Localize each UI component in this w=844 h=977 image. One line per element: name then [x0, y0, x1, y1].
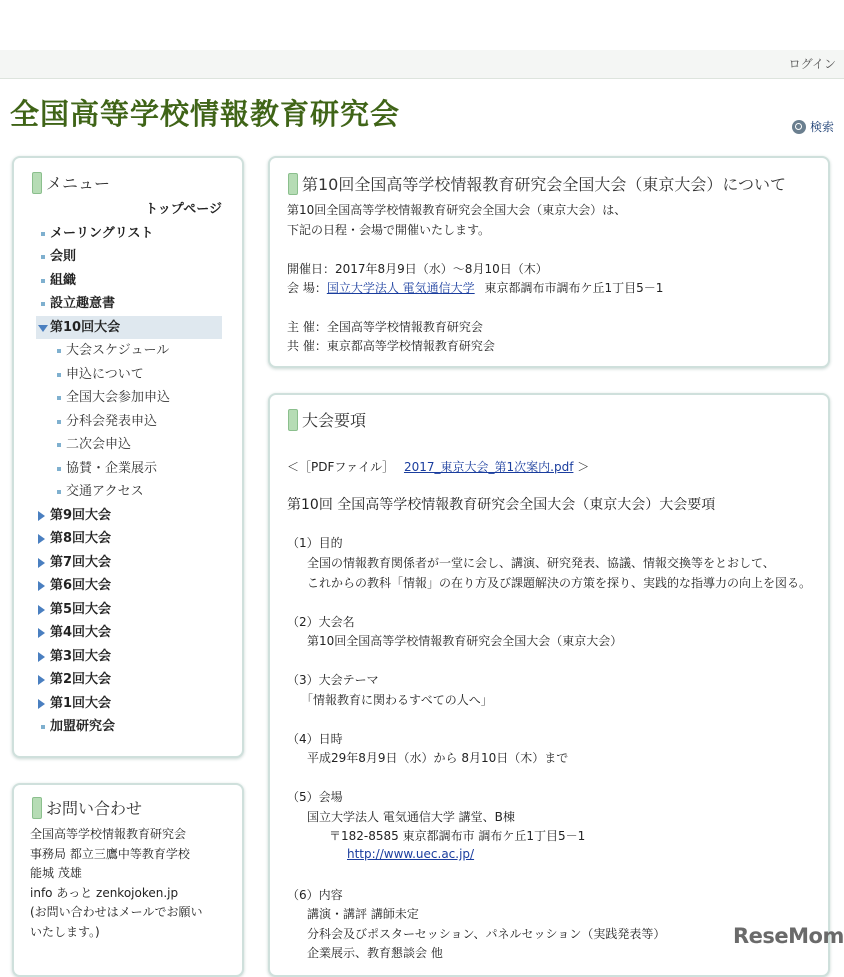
- menu-item-mailing-list[interactable]: メーリングリスト: [36, 222, 222, 246]
- announcement-title: 第10回全国高等学校情報教育研究会全国大会（東京大会）について: [288, 172, 786, 195]
- announce-line: 下記の日程・会場で開催いたします。: [287, 223, 491, 237]
- menu-item-2nd-convention[interactable]: 第2回大会: [36, 668, 222, 692]
- collapsed-arrow-icon: [38, 652, 45, 662]
- section-text: 企業展示、教育懇談会 他: [307, 946, 443, 960]
- outline-heading: 第10回 全国高等学校情報教育研究会全国大会（東京大会）大会要項: [287, 497, 716, 513]
- collapsed-arrow-icon: [38, 511, 45, 521]
- event-host: 主 催：全国高等学校情報教育研究会: [287, 320, 483, 334]
- menu-item-10th-convention[interactable]: 第10回大会: [36, 316, 222, 340]
- menu-item-5th-convention[interactable]: 第5回大会: [36, 598, 222, 622]
- bullet-icon: [41, 279, 45, 283]
- bullet-icon: [41, 232, 45, 236]
- collapsed-arrow-icon: [38, 581, 45, 591]
- menu-item-bylaws[interactable]: 会則: [36, 245, 222, 269]
- section-text: 〒182-8585 東京都調布市 調布ケ丘1丁目5－1: [329, 829, 586, 843]
- menu-box: [12, 156, 244, 758]
- event-venue: 会 場：国立大学法人 電気通信大学 東京都調布市調布ケ丘1丁目5－1: [287, 281, 664, 295]
- top-bar: [0, 50, 844, 79]
- section-text: 国立大学法人 電気通信大学 講堂、B棟: [307, 810, 515, 824]
- bullet-icon: [57, 443, 61, 447]
- heading-marker-icon: [32, 172, 42, 194]
- menu-subitem-presentation[interactable]: 分科会発表申込: [36, 410, 222, 434]
- section-text: 第10回全国高等学校情報教育研究会全国大会（東京大会）: [307, 634, 623, 648]
- outline-box: [268, 393, 830, 977]
- outline-title: 大会要項: [288, 408, 366, 431]
- pdf-link[interactable]: 2017_東京大会_第1次案内.pdf: [403, 460, 574, 474]
- bullet-icon: [57, 490, 61, 494]
- menu-item-1st-convention[interactable]: 第1回大会: [36, 692, 222, 716]
- contact-line: いたします。): [30, 924, 100, 939]
- menu-item-top-page[interactable]: トップページ: [145, 202, 222, 217]
- contact-line: info あっと zenkojoken.jp: [30, 885, 179, 900]
- menu-subitem-participation[interactable]: 全国大会参加申込: [36, 386, 222, 410]
- venue-link[interactable]: 国立大学法人 電気通信大学: [326, 281, 475, 295]
- contact-line: 能城 茂雄: [30, 866, 82, 880]
- section-title: （6）内容: [287, 888, 343, 902]
- menu-item-member-groups[interactable]: 加盟研究会: [36, 715, 222, 739]
- section-text: 平成29年8月9日（水）から 8月10日（木）まで: [307, 751, 569, 765]
- contact-box: [12, 783, 244, 977]
- login-link[interactable]: ログイン: [788, 57, 836, 71]
- search-label: 検索: [809, 120, 834, 134]
- expanded-arrow-icon: [38, 325, 48, 332]
- menu-item-prospectus[interactable]: 設立趣意書: [36, 292, 222, 316]
- search-icon: [792, 120, 806, 134]
- uec-link[interactable]: http://www.uec.ac.jp/: [347, 847, 475, 861]
- menu-subitem-schedule[interactable]: 大会スケジュール: [36, 339, 222, 363]
- menu-subitem-sponsors[interactable]: 協賛・企業展示: [36, 457, 222, 481]
- collapsed-arrow-icon: [38, 534, 45, 544]
- menu-item-7th-convention[interactable]: 第7回大会: [36, 551, 222, 575]
- event-cohost: 共 催：東京都高等学校情報教育研究会: [287, 339, 495, 353]
- collapsed-arrow-icon: [38, 675, 45, 685]
- menu-item-9th-convention[interactable]: 第9回大会: [36, 504, 222, 528]
- section-title: （2）大会名: [287, 615, 355, 629]
- bullet-icon: [57, 349, 61, 353]
- bullet-icon: [57, 420, 61, 424]
- contact-line: (お問い合わせはメールでお願い: [30, 905, 203, 919]
- contact-line: 全国高等学校情報教育研究会: [30, 827, 187, 841]
- heading-marker-icon: [288, 409, 298, 431]
- menu-item-8th-convention[interactable]: 第8回大会: [36, 527, 222, 551]
- heading-marker-icon: [32, 797, 42, 819]
- bullet-icon: [57, 396, 61, 400]
- menu-item-6th-convention[interactable]: 第6回大会: [36, 574, 222, 598]
- bullet-icon: [41, 725, 45, 729]
- event-date: 開催日：2017年8月9日（水）～8月10日（木）: [287, 262, 548, 276]
- section-title: （1）目的: [287, 536, 343, 550]
- bullet-icon: [57, 373, 61, 377]
- collapsed-arrow-icon: [38, 628, 45, 638]
- contact-line: 事務局 都立三鷹中等教育学校: [30, 846, 190, 861]
- heading-marker-icon: [288, 173, 298, 195]
- menu-subitem-access[interactable]: 交通アクセス: [36, 480, 222, 504]
- section-title: （3）大会テーマ: [287, 673, 379, 687]
- menu-item-organization[interactable]: 組織: [36, 269, 222, 293]
- menu-item-3rd-convention[interactable]: 第3回大会: [36, 645, 222, 669]
- section-text: 講演・講評 講師未定: [307, 907, 419, 921]
- announce-line: 第10回全国高等学校情報教育研究会全国大会（東京大会）は、: [287, 203, 627, 217]
- section-text: 「情報教育に関わるすべての人へ」: [301, 693, 493, 707]
- collapsed-arrow-icon: [38, 699, 45, 709]
- menu-list: [36, 198, 222, 739]
- menu-item-4th-convention[interactable]: 第4回大会: [36, 621, 222, 645]
- section-text: これからの教科「情報」の在り方及び課題解決の方策を探り、実践的な指導力の向上を図る。: [307, 576, 812, 590]
- menu-subitem-application-info[interactable]: 申込について: [36, 363, 222, 387]
- site-title[interactable]: 全国高等学校情報教育研究会: [10, 97, 401, 131]
- collapsed-arrow-icon: [38, 558, 45, 568]
- bullet-icon: [41, 255, 45, 259]
- search-link[interactable]: [792, 118, 834, 135]
- bullet-icon: [41, 302, 45, 306]
- announcement-box: [268, 156, 830, 368]
- section-title: （5）会場: [287, 790, 343, 804]
- collapsed-arrow-icon: [38, 605, 45, 615]
- menu-title: メニュー: [32, 171, 110, 194]
- menu-subitem-after-party[interactable]: 二次会申込: [36, 433, 222, 457]
- resemom-watermark-logo: ReseMom: [733, 924, 844, 948]
- bullet-icon: [57, 467, 61, 471]
- section-text: 全国の情報教育関係者が一堂に会し、講演、研究発表、協議、情報交換等をとおして、: [307, 556, 775, 570]
- section-title: （4）日時: [287, 732, 343, 746]
- contact-title: お問い合わせ: [32, 796, 142, 819]
- contact-body: [30, 825, 202, 942]
- section-text: 分科会及びポスターセッション、パネルセッション（実践発表等）: [307, 927, 666, 941]
- pdf-line: ＜［PDFファイル］ 2017_東京大会_第1次案内.pdf ＞: [287, 460, 590, 474]
